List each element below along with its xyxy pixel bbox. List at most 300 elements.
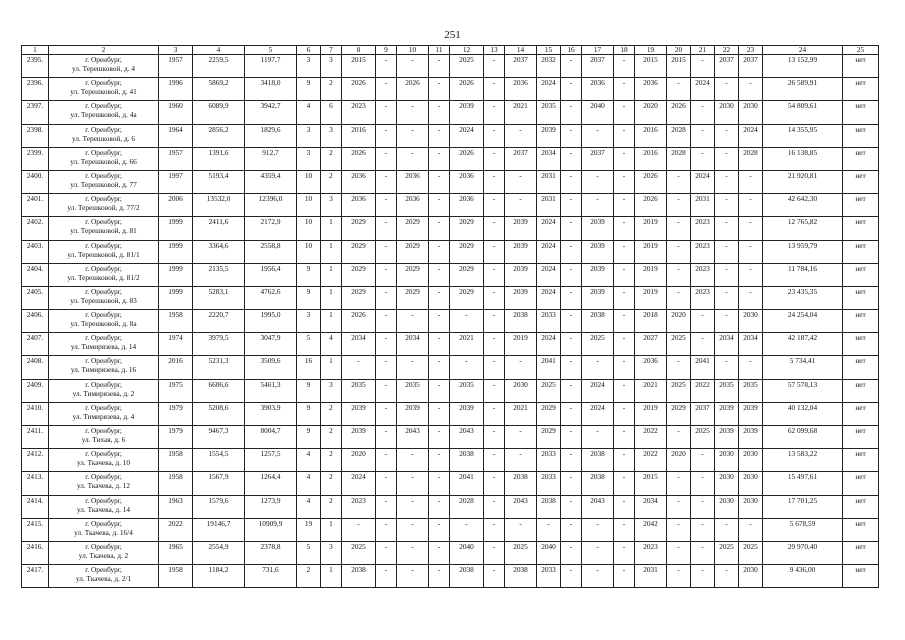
status-cell: нет <box>843 426 879 449</box>
value-cell: 2036 <box>635 78 667 101</box>
value-cell: 1995,0 <box>245 310 297 333</box>
value-cell: - <box>561 263 582 286</box>
address-cell: г. Оренбург, ул. Терешковой, д. 6 <box>49 124 159 147</box>
value-cell: 2040 <box>450 541 484 564</box>
value-cell: - <box>429 379 450 402</box>
value-cell: 3 <box>321 55 342 78</box>
value-cell: - <box>739 240 763 263</box>
value-cell: 1956,4 <box>245 263 297 286</box>
table-row <box>22 147 879 170</box>
cost-cell: 17 701,25 <box>763 495 843 518</box>
row-number-cell: 2401. <box>22 194 49 217</box>
value-cell: - <box>715 170 739 193</box>
value-cell: 2036 <box>582 78 614 101</box>
value-cell: 1979 <box>159 402 193 425</box>
value-cell: - <box>582 518 614 541</box>
cost-cell: 16 138,85 <box>763 147 843 170</box>
value-cell: - <box>561 55 582 78</box>
status-cell: нет <box>843 124 879 147</box>
value-cell: 1 <box>321 286 342 309</box>
value-cell: 2036 <box>342 194 376 217</box>
value-cell: 4762,6 <box>245 286 297 309</box>
value-cell: 1 <box>321 240 342 263</box>
status-cell: нет <box>843 78 879 101</box>
value-cell: - <box>691 541 715 564</box>
value-cell: - <box>376 194 397 217</box>
value-cell: 6 <box>321 101 342 124</box>
value-cell: - <box>614 356 635 379</box>
value-cell: 2039 <box>342 402 376 425</box>
value-cell: 2029 <box>342 217 376 240</box>
value-cell: 2026 <box>342 147 376 170</box>
value-cell: - <box>505 518 537 541</box>
value-cell: - <box>739 170 763 193</box>
value-cell: - <box>397 472 429 495</box>
status-cell: нет <box>843 449 879 472</box>
value-cell: - <box>376 147 397 170</box>
value-cell: - <box>484 541 505 564</box>
value-cell: - <box>505 194 537 217</box>
value-cell: 2025 <box>582 333 614 356</box>
value-cell: - <box>505 356 537 379</box>
value-cell: 1958 <box>159 310 193 333</box>
value-cell: 2033 <box>537 472 561 495</box>
value-cell: - <box>739 263 763 286</box>
value-cell: 2030 <box>715 101 739 124</box>
address-cell: г. Оренбург, ул. Терешковой, д. 66 <box>49 147 159 170</box>
value-cell: 2031 <box>635 565 667 588</box>
value-cell: 2554,9 <box>193 541 245 564</box>
value-cell: 2019 <box>635 217 667 240</box>
value-cell: 2016 <box>342 124 376 147</box>
address-cell: г. Оренбург, ул. Ткачева, д. 16/4 <box>49 518 159 541</box>
value-cell: 6089,9 <box>193 101 245 124</box>
row-number-cell: 2402. <box>22 217 49 240</box>
value-cell: 2036 <box>635 356 667 379</box>
value-cell: 2019 <box>635 286 667 309</box>
value-cell: 2024 <box>342 472 376 495</box>
value-cell: 9 <box>297 263 321 286</box>
value-cell: - <box>561 379 582 402</box>
value-cell: - <box>429 518 450 541</box>
value-cell: - <box>429 356 450 379</box>
value-cell: - <box>376 518 397 541</box>
value-cell: - <box>376 240 397 263</box>
value-cell: 2028 <box>667 147 691 170</box>
value-cell: - <box>691 495 715 518</box>
cost-cell: 26 589,91 <box>763 78 843 101</box>
value-cell: 2035 <box>397 379 429 402</box>
value-cell: 912,7 <box>245 147 297 170</box>
value-cell: 3 <box>321 541 342 564</box>
value-cell: 2039 <box>715 426 739 449</box>
row-number-cell: 2397. <box>22 101 49 124</box>
value-cell: - <box>561 402 582 425</box>
column-number-header: 16 <box>561 46 582 55</box>
address-cell: г. Оренбург, ул. Тимирязева, д. 16 <box>49 356 159 379</box>
value-cell: 2018 <box>635 310 667 333</box>
value-cell: 5461,3 <box>245 379 297 402</box>
value-cell: - <box>614 495 635 518</box>
address-cell: г. Оренбург, ул. Терешковой, д. 83 <box>49 286 159 309</box>
column-number-header: 20 <box>667 46 691 55</box>
value-cell: - <box>691 333 715 356</box>
value-cell: - <box>561 426 582 449</box>
value-cell: 2036 <box>505 78 537 101</box>
column-number-header: 4 <box>193 46 245 55</box>
value-cell: 2034 <box>342 333 376 356</box>
value-cell: 2020 <box>667 310 691 333</box>
value-cell: - <box>715 240 739 263</box>
value-cell: 2038 <box>582 310 614 333</box>
value-cell: - <box>429 565 450 588</box>
value-cell: 2220,7 <box>193 310 245 333</box>
value-cell: - <box>342 518 376 541</box>
value-cell: 2022 <box>159 518 193 541</box>
table-row <box>22 55 879 78</box>
value-cell: 4 <box>297 449 321 472</box>
value-cell: 2042 <box>635 518 667 541</box>
value-cell: - <box>429 263 450 286</box>
table-row <box>22 449 879 472</box>
status-cell: нет <box>843 170 879 193</box>
value-cell: 2030 <box>715 472 739 495</box>
value-cell: 2039 <box>582 217 614 240</box>
value-cell: 3942,7 <box>245 101 297 124</box>
value-cell: 1997 <box>159 170 193 193</box>
value-cell: 3 <box>297 124 321 147</box>
value-cell: 2039 <box>505 286 537 309</box>
value-cell: 2029 <box>342 286 376 309</box>
value-cell: - <box>561 286 582 309</box>
value-cell: 2015 <box>635 472 667 495</box>
value-cell: - <box>429 286 450 309</box>
value-cell: 2041 <box>691 356 715 379</box>
value-cell: 2024 <box>537 217 561 240</box>
address-cell: г. Оренбург, ул. Тимирязева, д. 4 <box>49 402 159 425</box>
cost-cell: 40 132,04 <box>763 402 843 425</box>
value-cell: 2558,8 <box>245 240 297 263</box>
table-row <box>22 101 879 124</box>
value-cell: 1197,7 <box>245 55 297 78</box>
value-cell: 4359,4 <box>245 170 297 193</box>
row-number-cell: 2398. <box>22 124 49 147</box>
value-cell: 2019 <box>505 333 537 356</box>
value-cell: 2025 <box>667 379 691 402</box>
value-cell: 5283,1 <box>193 286 245 309</box>
value-cell: 12396,0 <box>245 194 297 217</box>
value-cell: - <box>739 356 763 379</box>
value-cell: 2259,5 <box>193 55 245 78</box>
column-number-header: 13 <box>484 46 505 55</box>
value-cell: 2038 <box>450 449 484 472</box>
value-cell: 2038 <box>582 472 614 495</box>
value-cell: - <box>376 379 397 402</box>
cost-cell: 24 254,04 <box>763 310 843 333</box>
value-cell: - <box>505 124 537 147</box>
value-cell: - <box>561 217 582 240</box>
address-cell: г. Оренбург, ул. Ткачева, д. 2/1 <box>49 565 159 588</box>
value-cell: - <box>715 310 739 333</box>
address-cell: г. Оренбург, ул. Ткачева, д. 14 <box>49 495 159 518</box>
value-cell: - <box>484 379 505 402</box>
value-cell: 3509,6 <box>245 356 297 379</box>
value-cell: 2024 <box>691 170 715 193</box>
row-number-cell: 2407. <box>22 333 49 356</box>
value-cell: - <box>484 449 505 472</box>
value-cell: - <box>484 101 505 124</box>
value-cell: 2039 <box>739 402 763 425</box>
value-cell: - <box>691 101 715 124</box>
value-cell: 2024 <box>537 263 561 286</box>
value-cell: 1964 <box>159 124 193 147</box>
value-cell: - <box>376 263 397 286</box>
value-cell: 2031 <box>691 194 715 217</box>
value-cell: - <box>715 194 739 217</box>
value-cell: - <box>561 101 582 124</box>
value-cell: - <box>614 124 635 147</box>
value-cell: - <box>537 518 561 541</box>
status-cell: нет <box>843 472 879 495</box>
value-cell: - <box>691 565 715 588</box>
table-row <box>22 541 879 564</box>
value-cell: 2035 <box>715 379 739 402</box>
value-cell: 2026 <box>342 310 376 333</box>
value-cell: - <box>484 495 505 518</box>
value-cell: 2020 <box>667 449 691 472</box>
value-cell: 3 <box>321 124 342 147</box>
column-number-header: 9 <box>376 46 397 55</box>
value-cell: - <box>614 402 635 425</box>
value-cell: - <box>484 78 505 101</box>
page-number: 251 <box>444 29 461 41</box>
value-cell: - <box>429 147 450 170</box>
cost-cell: 13 152,99 <box>763 55 843 78</box>
table-row <box>22 263 879 286</box>
value-cell: 2043 <box>397 426 429 449</box>
value-cell: 2039 <box>505 263 537 286</box>
value-cell: 2016 <box>159 356 193 379</box>
value-cell: 9467,3 <box>193 426 245 449</box>
value-cell: 2024 <box>537 333 561 356</box>
value-cell: - <box>582 170 614 193</box>
status-cell: нет <box>843 147 879 170</box>
value-cell: 16 <box>297 356 321 379</box>
value-cell: - <box>429 217 450 240</box>
value-cell: 2041 <box>537 356 561 379</box>
value-cell: - <box>715 78 739 101</box>
value-cell: - <box>614 541 635 564</box>
value-cell: - <box>505 449 537 472</box>
column-number-header: 6 <box>297 46 321 55</box>
value-cell: 9 <box>297 426 321 449</box>
value-cell: - <box>397 356 429 379</box>
value-cell: - <box>376 170 397 193</box>
value-cell: 2025 <box>739 541 763 564</box>
value-cell: - <box>376 310 397 333</box>
value-cell: - <box>484 217 505 240</box>
value-cell: 2039 <box>505 240 537 263</box>
value-cell: - <box>739 286 763 309</box>
value-cell: - <box>614 78 635 101</box>
value-cell: 1996 <box>159 78 193 101</box>
value-cell: - <box>429 78 450 101</box>
value-cell: 2025 <box>537 379 561 402</box>
value-cell: - <box>739 217 763 240</box>
value-cell: 1999 <box>159 286 193 309</box>
value-cell: - <box>561 472 582 495</box>
status-cell: нет <box>843 541 879 564</box>
table-row <box>22 240 879 263</box>
value-cell: - <box>429 495 450 518</box>
value-cell: 1960 <box>159 101 193 124</box>
value-cell: 2 <box>321 495 342 518</box>
value-cell: 2023 <box>691 263 715 286</box>
value-cell: - <box>715 124 739 147</box>
address-cell: г. Оренбург, ул. Тимирязева, д. 2 <box>49 379 159 402</box>
row-number-cell: 2415. <box>22 518 49 541</box>
value-cell: - <box>484 565 505 588</box>
cost-cell: 29 970,40 <box>763 541 843 564</box>
value-cell: 2135,5 <box>193 263 245 286</box>
cost-cell: 13 959,79 <box>763 240 843 263</box>
value-cell: 2026 <box>450 78 484 101</box>
value-cell: 8004,7 <box>245 426 297 449</box>
value-cell: - <box>376 565 397 588</box>
value-cell: - <box>691 147 715 170</box>
value-cell: 2020 <box>635 101 667 124</box>
value-cell: 2030 <box>715 495 739 518</box>
value-cell: 3 <box>297 55 321 78</box>
status-cell: нет <box>843 518 879 541</box>
value-cell: - <box>614 217 635 240</box>
value-cell: 2039 <box>505 217 537 240</box>
value-cell: - <box>691 472 715 495</box>
table-row <box>22 310 879 333</box>
value-cell: 9 <box>297 379 321 402</box>
table-row <box>22 217 879 240</box>
column-number-header: 14 <box>505 46 537 55</box>
value-cell: 2024 <box>582 379 614 402</box>
row-number-cell: 2411. <box>22 426 49 449</box>
value-cell: - <box>376 356 397 379</box>
value-cell: 2022 <box>635 426 667 449</box>
status-cell: нет <box>843 379 879 402</box>
value-cell: 2038 <box>505 472 537 495</box>
value-cell: 2006 <box>159 194 193 217</box>
value-cell: - <box>582 124 614 147</box>
table-row <box>22 379 879 402</box>
value-cell: 2034 <box>635 495 667 518</box>
column-number-header: 17 <box>582 46 614 55</box>
value-cell: 2023 <box>691 217 715 240</box>
value-cell: - <box>561 495 582 518</box>
value-cell: - <box>484 333 505 356</box>
value-cell: 1 <box>321 217 342 240</box>
column-number-header: 24 <box>763 46 843 55</box>
address-cell: г. Оренбург, ул. Тимирязева, д. 14 <box>49 333 159 356</box>
value-cell: 2035 <box>342 379 376 402</box>
value-cell: - <box>376 426 397 449</box>
table-row <box>22 518 879 541</box>
value-cell: 2029 <box>342 263 376 286</box>
value-cell: 1957 <box>159 55 193 78</box>
value-cell: 2036 <box>450 194 484 217</box>
table-row <box>22 356 879 379</box>
value-cell: 2036 <box>450 170 484 193</box>
value-cell: 1567,9 <box>193 472 245 495</box>
value-cell: 2021 <box>635 379 667 402</box>
value-cell: 2036 <box>342 170 376 193</box>
value-cell: 2025 <box>342 541 376 564</box>
status-cell: нет <box>843 356 879 379</box>
column-number-header: 8 <box>342 46 376 55</box>
value-cell: - <box>484 286 505 309</box>
value-cell: - <box>429 449 450 472</box>
value-cell: - <box>561 78 582 101</box>
value-cell: 2039 <box>582 240 614 263</box>
value-cell: 2034 <box>397 333 429 356</box>
cost-cell: 62 099,68 <box>763 426 843 449</box>
value-cell: 4 <box>297 101 321 124</box>
value-cell: 2016 <box>635 147 667 170</box>
column-number-header: 15 <box>537 46 561 55</box>
value-cell: 3364,6 <box>193 240 245 263</box>
row-number-cell: 2396. <box>22 78 49 101</box>
value-cell: 2025 <box>715 541 739 564</box>
row-number-cell: 2403. <box>22 240 49 263</box>
address-cell: г. Оренбург, ул. Терешковой, д. 4а <box>49 101 159 124</box>
value-cell: 9 <box>297 78 321 101</box>
value-cell: - <box>484 402 505 425</box>
value-cell: - <box>484 426 505 449</box>
value-cell: 1257,5 <box>245 449 297 472</box>
value-cell: 19146,7 <box>193 518 245 541</box>
row-number-cell: 2410. <box>22 402 49 425</box>
housing-register-table <box>21 45 879 588</box>
value-cell: 1 <box>321 518 342 541</box>
value-cell: 2026 <box>450 147 484 170</box>
value-cell: 2039 <box>450 402 484 425</box>
value-cell: - <box>429 101 450 124</box>
row-number-cell: 2399. <box>22 147 49 170</box>
value-cell: - <box>397 147 429 170</box>
value-cell: 2 <box>297 565 321 588</box>
value-cell: 2024 <box>691 78 715 101</box>
row-number-cell: 2406. <box>22 310 49 333</box>
value-cell: 2043 <box>582 495 614 518</box>
value-cell: - <box>614 472 635 495</box>
value-cell: - <box>376 472 397 495</box>
value-cell: - <box>376 286 397 309</box>
value-cell: 2037 <box>505 55 537 78</box>
value-cell: - <box>429 240 450 263</box>
value-cell: 1579,6 <box>193 495 245 518</box>
value-cell: 2030 <box>505 379 537 402</box>
value-cell: - <box>667 518 691 541</box>
value-cell: 3418,0 <box>245 78 297 101</box>
value-cell: - <box>667 472 691 495</box>
column-number-header: 2 <box>49 46 159 55</box>
value-cell: 4 <box>297 495 321 518</box>
value-cell: - <box>561 333 582 356</box>
value-cell: - <box>397 541 429 564</box>
value-cell: - <box>561 170 582 193</box>
value-cell: 2031 <box>537 194 561 217</box>
row-number-cell: 2414. <box>22 495 49 518</box>
value-cell: 2040 <box>582 101 614 124</box>
address-cell: г. Оренбург, ул. Ткачева, д. 10 <box>49 449 159 472</box>
